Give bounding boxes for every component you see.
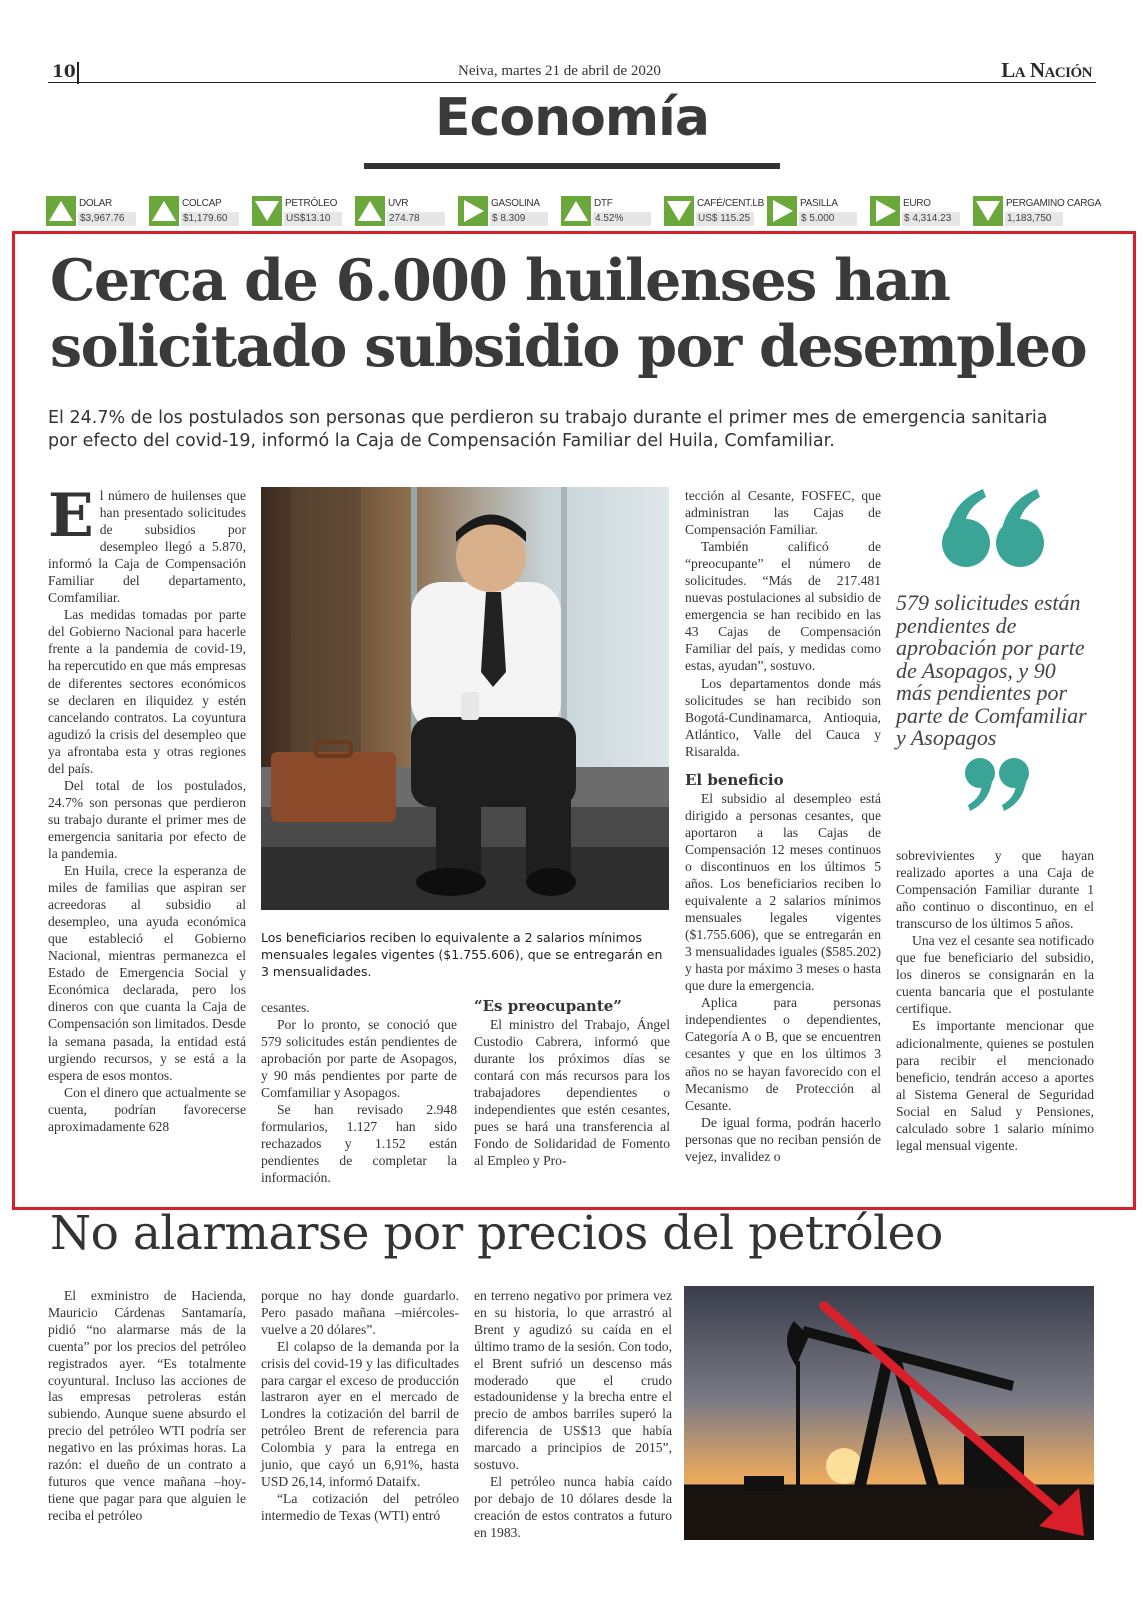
trend-right-icon (767, 196, 797, 226)
paragraph: Del total de los postulados, 24.7% son personas que perdieron su trabajo durante el primer mes de emergencia sanitaria por efecto de la pandemia. (48, 777, 246, 861)
ticker-item (561, 196, 664, 228)
paragraph: cesantes. (261, 1000, 310, 1015)
paragraph: Las medidas tomadas por parte del Gobierno Nacional para hacerle frente a la pandemia de covid-19, ha repercutido en que más empresas de diferentes sectores económicos se declaren en iliquidez y estén cancelando contratos. La coyuntura agudizó la crisis del desempleo que ya afrontaba esta y otras regiones del país. (48, 607, 246, 776)
ticker-value: $ 5.000 (799, 212, 857, 226)
ticker-value: 1,183,750 (1005, 212, 1063, 226)
paragraph: Es importante mencionar que adicionalmente, quienes se postulen para recibir el mencionado beneficio, tendrán acceso a aportes al Sistema General de Seguridad Social en Salud y Pensiones, calculado sobre 1 salario mínimo legal mensual vigente. (896, 1018, 1094, 1153)
subhead-el-beneficio: El beneficio (685, 770, 784, 789)
article-column-2 (261, 999, 457, 1187)
folio-divider (77, 62, 79, 84)
paragraph: También calificó de “preocupante” el número de solicitudes. “Más de 217.481 nuevas postulaciones al subsidio de emergencia se han recibido en las 43 Cajas de Compensación Familiar del país, y medidas como estas, ayudan”, sostuvo. (685, 539, 881, 674)
trend-up-icon (149, 196, 179, 226)
trend-down-icon (664, 196, 694, 226)
ticker-label: DOLAR (79, 198, 112, 209)
paragraph: Los departamentos donde más solicitudes se han recibido son Bogotá-Cundinamarca, Antioquia, Atlántico, Valle del Cauca y Risaralda. (685, 675, 881, 759)
article-photo-stressed-worker (261, 487, 669, 910)
trend-right-icon (870, 196, 900, 226)
article2-headline: No alarmarse por precios del petróleo (50, 1206, 943, 1261)
article-deck: El 24.7% de los postulados son personas que perdieron su trabajo durante el primer mes de emergencia sanitaria por efecto del covid-19, informó la Caja de Compensación Familiar del Huila, Comfamiliar. (48, 408, 1048, 451)
trend-down-icon (973, 196, 1003, 226)
ticker-label: GASOLINA (491, 198, 540, 209)
section-rule (364, 163, 780, 169)
paragraph: en terreno negativo por primera vez en su historia, lo que arrastró al Brent y agudizó su caída en el último tramo de la sesión. Con todo, el Brent sufrió un descenso más moderado que el crudo estadounidense y la brecha entre el precio de ambos barriles superó la diferencia de US$13 que había marcado a principios de 2015”, sostuvo. (474, 1288, 672, 1473)
paragraph: “La cotización del petróleo intermedio de Texas (WTI) entró (261, 1490, 459, 1523)
paragraph: Por lo pronto, se conoció que 579 solicitudes están pendientes de aprobación por parte de Asopagos, y 90 más pendientes por parte de Comfamiliar y Asopagos. (261, 1017, 457, 1101)
ticker-label: UVR (388, 198, 409, 209)
ticker-label: PETRÓLEO (285, 198, 338, 209)
headline-line-1: Cerca de 6.000 huilenses han (50, 247, 950, 314)
paragraph: tección al Cesante, FOSFEC, que administran las Cajas de Compensación Familiar. (685, 488, 881, 538)
ticker-item (767, 196, 870, 228)
ticker-value: US$13.10 (284, 212, 342, 226)
paragraph: De igual forma, podrán hacerlo personas que no reciban pensión de vejez, invalidez o (685, 1114, 881, 1164)
photo-caption: Los beneficiarios reciben lo equivalente a 2 salarios mínimos mensuales legales vigentes ($1.755.606), que se entregarán en 3 mensualidades. (261, 930, 663, 979)
paragraph: porque no hay donde guardarlo. Pero pasado mañana –miércoles- vuelve a 20 dólares”. (261, 1288, 459, 1337)
dateline: Neiva, martes 21 de abril de 2020 (458, 63, 661, 79)
ticker-value: $3,967.76 (78, 212, 136, 226)
ticker-value: $1,179.60 (181, 212, 239, 226)
header-rule (48, 82, 1096, 83)
paragraph: El colapso de la demanda por la crisis del covid-19 y las dificultades para cargar el exceso de producción lastraron ayer en el mercado de Londres la cotización del barril de petróleo Brent de referencia para Colombia y para la entrega en junio, que cayó un 6,91%, hasta USD 26,14, informó Dataifx. (261, 1338, 459, 1489)
headline-line-2: solicitado subsidio por desempleo (50, 313, 1087, 380)
trend-up-icon (46, 196, 76, 226)
ticker-item (46, 196, 149, 228)
section-title: Economía (435, 88, 709, 148)
ticker-label: EURO (903, 198, 931, 209)
ticker-label: PASILLA (800, 198, 838, 209)
trend-up-icon (561, 196, 591, 226)
drop-cap: E (48, 481, 94, 551)
paragraph: sobrevivientes y que hayan realizado aportes a una Caja de Compensación Familiar durante 1 año continuo o discontinuo, en el transcurso de los últimos 5 años. (896, 848, 1094, 932)
ticker-value: $ 8.309 (490, 212, 548, 226)
article2-column-1 (48, 1288, 246, 1525)
ticker-item (355, 196, 458, 228)
pull-quote: 579 solicitudes están pendientes de aprobación por parte de Asopagos, y 90 más pendientes por parte de Comfamiliar y Asopagos (896, 590, 1087, 750)
trend-right-icon (458, 196, 488, 226)
ticker-value: US$ 115.25 (696, 212, 754, 226)
oil-pumpjack-photo (684, 1286, 1094, 1540)
masthead-logo: La Nación (1001, 58, 1092, 82)
paragraph: Se han revisado 2.948 formularios, 1.127 han sido rechazados y 1.152 están pendientes de completar la información. (261, 1102, 457, 1186)
ticker-label: COLCAP (182, 198, 222, 209)
ticker-item (664, 196, 767, 228)
paragraph: Una vez el cesante sea notificado que fue beneficiario del subsidio, los dineros se consignarán en la cuenta bancaria que el postulante certifique. (896, 933, 1094, 1017)
ticker-label: CAFÉ/CENT.LB (697, 198, 764, 209)
trend-down-icon (252, 196, 282, 226)
photo-illustration (684, 1286, 1094, 1540)
page-number: 10 (52, 62, 76, 82)
article-column-5 (896, 847, 1094, 1154)
ticker-item (458, 196, 561, 228)
paragraph: El exministro de Hacienda, Mauricio Cárdenas Santamaría, pidió “no alarmarse más de la cuenta” por los precios del petróleo registrados ayer. “Es totalmente coyuntural. Incluso las acciones de las empresas petroleras están subiendo. Aunque suene absurdo el precio del petróleo WTI podría ser negativo en las próximas horas. La razón: el dueño de un contrato a futuros que vence mañana –hoy- tiene que pagar para que alguien le reciba el petróleo (48, 1288, 246, 1523)
ticker-value: 274.78 (387, 212, 445, 226)
open-quote-icon (938, 485, 1048, 575)
article2-column-2 (261, 1288, 459, 1525)
market-ticker (46, 196, 1101, 228)
ticker-value: $ 4,314.23 (902, 212, 960, 226)
paragraph: Con el dinero que actualmente se cuenta, podrían favorecerse aproximadamente 628 (48, 1084, 246, 1134)
ticker-value: 4.52% (593, 212, 651, 226)
photo-illustration (261, 487, 669, 910)
paragraph: El ministro del Trabajo, Ángel Custodio Cabrera, informó que durante los próximos días se contará con más recursos para los trabajadores dependientes o independientes que estén cesantes, pues se hará una transferencia al Fondo de Solidaridad de Fomento al Empleo y Pro- (474, 1017, 670, 1169)
article-column-3 (474, 996, 670, 1169)
article-headline (50, 248, 1110, 380)
ticker-label: DTF (594, 198, 613, 209)
ticker-item (252, 196, 355, 228)
subhead-es-preocupante: “Es preocupante” (474, 997, 622, 1015)
trend-up-icon (355, 196, 385, 226)
paragraph: En Huila, crece la esperanza de miles de familias que aspiran ser acreedoras al subsidio al desempleo, una ayuda económica que estableció el Gobierno Nacional, mientras permanezca el Estado de Emergencia Social y Económica declarada, pero los dineros con que cuanta la Caja de Compensación son limitados. Desde la semana pasada, la entidad está urgiendo recursos, y se está a la espera de esos montos. (48, 863, 246, 1083)
paragraph: El petróleo nunca había caído por debajo de 10 dólares desde la creación de estos contratos a futuro en 1983. (474, 1473, 672, 1540)
article-column-1 (48, 481, 246, 1135)
ticker-item (149, 196, 252, 228)
paragraph: l número de huilenses que han presentado solicitudes de subsidios por desempleo llegó a 5.870, informó la Caja de Compensación Familiar del departamento, Comfamiliar. (48, 488, 246, 606)
article-column-4 (685, 487, 881, 1165)
ticker-item (870, 196, 973, 228)
paragraph: Aplica para personas independientes o dependientes, Categoría A o B, que se encuentren cesantes y que en los últimos 3 años no se hayan favorecido con el Mecanismo de Protección al Cesante. (685, 995, 881, 1113)
ticker-item (973, 196, 1101, 228)
paragraph: El subsidio al desempleo está dirigido a personas cesantes, que aportaron a las Cajas de Compensación 12 meses continuos o discontinuos en los últimos 5 años. Los beneficiarios reciben lo equivalente a 2 salarios mínimos mensuales legales vigentes ($1.755.606), que se entregarán en 3 mensualidades iguales ($585.202) y hasta por máximo 3 meses o hasta que dure la emergencia. (685, 790, 881, 994)
article2-column-3 (474, 1288, 672, 1542)
ticker-label: PERGAMINO CARGA (1006, 198, 1101, 209)
close-quote-icon (962, 755, 1032, 815)
